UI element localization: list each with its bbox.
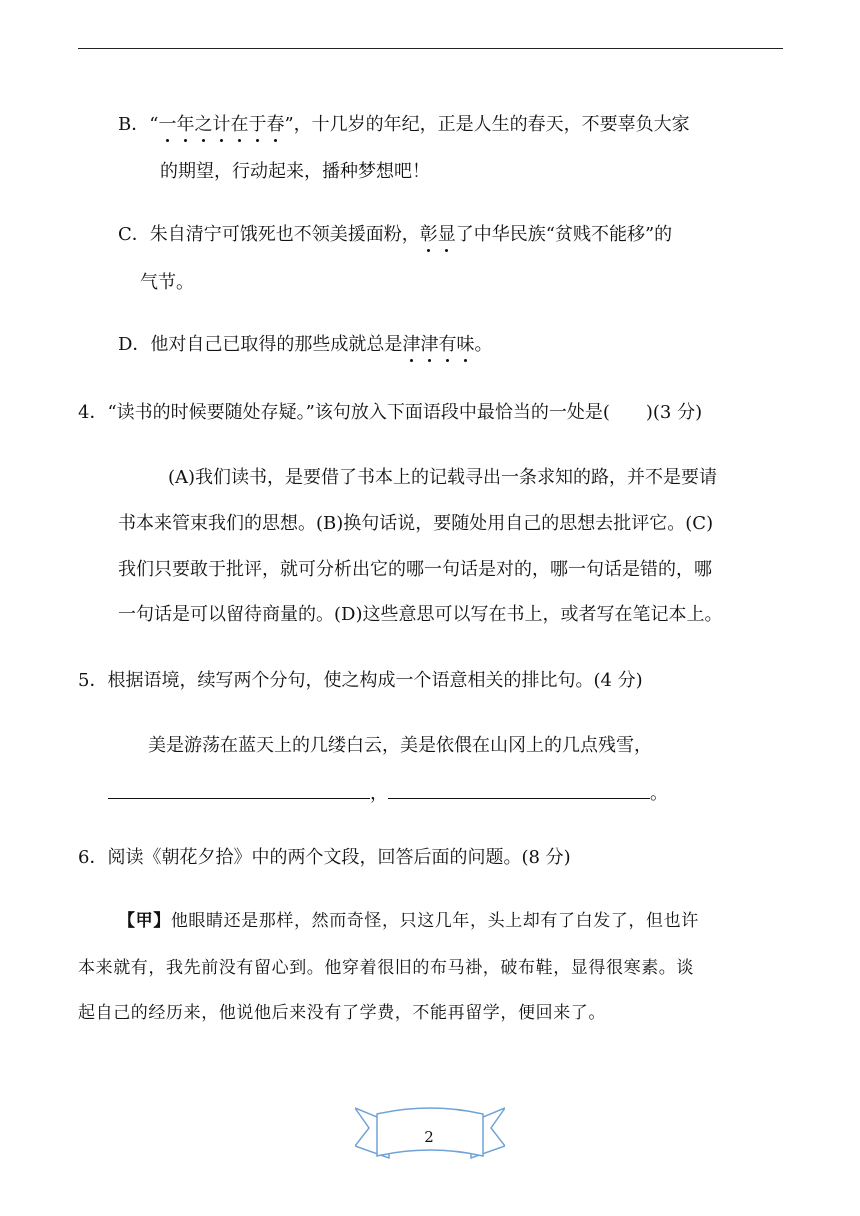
option-c-prefix: C．朱自清宁可饿死也不领美援面粉， — [118, 224, 420, 245]
emphasis-char: 一 — [158, 112, 176, 138]
q5-answer-line — [108, 780, 668, 807]
option-b-prefix: B．“ — [118, 114, 159, 135]
q4-passage-line: 我们只要敢于批评，就可分析出它的哪一句话是对的，哪一句话是错的，哪 — [118, 559, 712, 580]
emphasis-char: 计 — [212, 112, 230, 138]
option-b-dotted-phrase — [158, 114, 284, 135]
q6-passage-line: 本来就有，我先前没有留心到。他穿着很旧的布马褂，破布鞋，显得很寒素。谈 — [78, 958, 694, 978]
option-c-dotted-phrase — [420, 224, 456, 245]
option-d-rest: 。 — [474, 334, 493, 355]
option-d-prefix: D．他对自己已取得的那些成就总是 — [118, 334, 403, 355]
emphasis-char: 津 — [420, 332, 438, 358]
question-4: 4．“读书的时候要随处存疑。”该句放入下面语段中最恰当的一处是( )(3 分) — [78, 402, 703, 423]
emphasis-char: 津 — [402, 332, 420, 358]
answer-blank-2[interactable] — [388, 780, 650, 799]
q4-passage-line: 一句话是可以留待商量的。(D)这些意思可以写在书上，或者写在笔记本上。 — [118, 604, 723, 625]
emphasis-char: 彰 — [420, 222, 438, 248]
page-number: 2 — [424, 1128, 434, 1146]
option-b-line2: 的期望，行动起来，播种梦想吧！ — [160, 161, 430, 182]
comma: ， — [370, 783, 388, 804]
option-c-rest: 了中华民族“贫贱不能移”的 — [455, 224, 673, 245]
emphasis-char: 在 — [230, 112, 248, 138]
header-rule — [78, 48, 783, 49]
option-d-dotted-phrase — [402, 334, 474, 355]
emphasis-char: 之 — [194, 112, 212, 138]
q6-passage-line: 起自己的经历来，他说他后来没有了学费，不能再留学，便回来了。 — [78, 1003, 606, 1023]
option-c-line2: 气节。 — [140, 272, 194, 293]
passage-text: 他眼睛还是那样，然而奇怪，只这几年，头上却有了白发了，但也许 — [170, 911, 699, 931]
q6-passage-line — [118, 908, 699, 934]
emphasis-char: 年 — [176, 112, 194, 138]
option-d-line — [118, 332, 492, 358]
period: 。 — [650, 783, 668, 804]
question-6: 6．阅读《朝花夕拾》中的两个文段，回答后面的问题。(8 分) — [78, 847, 571, 868]
passage-label-jia: 【甲】 — [118, 911, 171, 931]
emphasis-char: 味 — [456, 332, 474, 358]
option-c-line1 — [118, 222, 672, 248]
emphasis-char: 于 — [248, 112, 266, 138]
question-5: 5．根据语境，续写两个分句，使之构成一个语意相关的排比句。(4 分) — [78, 670, 643, 691]
q5-given-sentence: 美是游荡在蓝天上的几缕白云，美是依偎在山冈上的几点残雪， — [148, 735, 652, 756]
emphasis-char: 显 — [438, 222, 456, 248]
option-b-rest: ”，十几岁的年纪，正是人生的春天，不要辜负大家 — [284, 114, 690, 135]
option-b-line1 — [118, 112, 690, 138]
emphasis-char: 有 — [438, 332, 456, 358]
emphasis-char: 春 — [266, 112, 284, 138]
answer-blank-1[interactable] — [108, 780, 370, 799]
q4-passage-line: 书本来管束我们的思想。(B)换句话说，要随处用自己的思想去批评它。(C) — [118, 513, 714, 534]
q4-passage-line: (A)我们读书，是要借了书本上的记载寻出一条求知的路，并不是要请 — [168, 467, 718, 488]
